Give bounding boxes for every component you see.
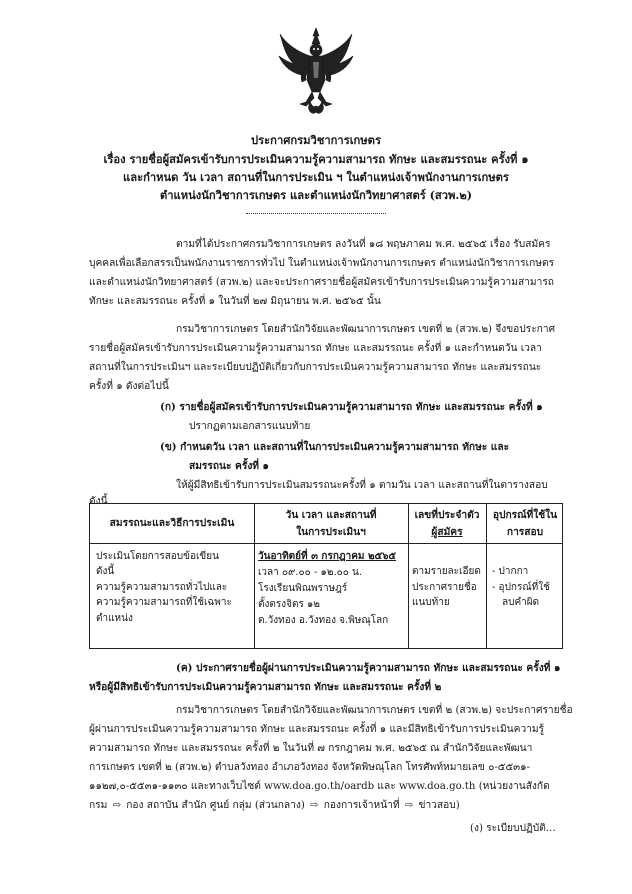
table-header-applicant-id-1: เลขที่ประจำตัว (414, 509, 480, 521)
table-header-applicant-id-2: ผู้สมัคร (431, 526, 463, 538)
item-a-detail: ปรากฏตามเอกสารแนบท้าย (189, 421, 311, 432)
para2-line-4: ครั้งที่ ๑ ดังต่อไปนี้ (89, 381, 169, 392)
nav-step-personnel: กองการเจ้าหน้าที่ (323, 800, 400, 811)
right-arrow-icon: ⇨ (112, 800, 121, 811)
table-cell-exam-date: วันอาทิตย์ที่ ๓ กรกฎาคม ๒๕๖๕ (258, 551, 397, 562)
table-cell-method: ดังนี้ (96, 566, 115, 577)
table-cell-exam-time: เวลา ๐๙.๐๐ - ๑๒.๐๐ น. (258, 567, 363, 578)
nav-step-department: กรม (89, 800, 108, 811)
item-b-label-1: (ข) กำหนดวัน เวลา และสถานที่ในการประเมินความรู้ความสามารถ ทักษะ และ (160, 441, 510, 453)
table-cell-method: ตำแหน่ง (96, 613, 133, 624)
nav-step-exam-news: ข่าวสอบ) (418, 800, 460, 811)
table-cell-applicant-id: ตามรายละเอียด (412, 566, 481, 577)
subject-line-1: เรื่อง รายชื่อผู้สมัครเข้ารับการประเมินความรู้ความสามารถ ทักษะ และสมรรถนะ ครั้งที่ ๑ (103, 152, 529, 166)
item-b-detail-1: ให้ผู้มีสิทธิเข้ารับการประเมินสมรรถนะครั้งที่ ๑ ตามวัน เวลา และสถานที่ในตารางสอบ (176, 480, 548, 491)
para2-line-2: รายชื่อผู้สมัครเข้ารับการประเมินความรู้ความสามารถ ทักษะ และสมรรถนะ ครั้งที่ ๑ และกำหนดวัน เวลา (89, 343, 542, 354)
table-cell-method: ประเมินโดยการสอบข้อเขียน (96, 551, 219, 562)
para1-line-2: บุคคลเพื่อเลือกสรรเป็นพนักงานราชการทั่วไป ในตำแหน่งเจ้าพนักงานการเกษตร ตำแหน่งนักวิชาการเกษตร (89, 258, 555, 269)
exam-schedule-table (89, 503, 563, 649)
subject-line-2: และกำหนด วัน เวลา สถานที่ในการประเมิน ฯ ในตำแหน่งเจ้าพนักงานการเกษตร (123, 170, 509, 184)
para2-line-1: กรมวิชาการเกษตร โดยสำนักวิจัยและพัฒนาการเกษตร เขตที่ ๒ (สวพ.๒) จึงขอประกาศ (176, 324, 556, 335)
right-arrow-icon: ⇨ (310, 800, 319, 811)
table-cell-method: ความรู้ความสามารถที่ใช้เฉพาะ (96, 597, 232, 608)
agency-title: ประกาศกรมวิชาการเกษตร (251, 133, 381, 147)
item-b-label-2: สมรรถนะ ครั้งที่ ๑ (189, 460, 270, 472)
item-c-label-2: หรือผู้มีสิทธิเข้ารับการประเมินความรู้ความสามารถ ทักษะ และสมรรถนะ ครั้งที่ ๒ (89, 681, 442, 693)
table-cell-applicant-id: ประกาศรายชื่อ (412, 582, 477, 593)
table-header-divider (90, 543, 562, 544)
para2-line-3: สถานที่ในการประเมินฯ และระเบียบปฏิบัติเกี่ยวกับการประเมินความรู้ความสามารถ ทักษะ และสมรรถนะ (89, 362, 542, 373)
table-header-equipment-1: อุปกรณ์ที่ใช้ใน (492, 509, 558, 521)
table-header-competency: สมรรถนะและวิธีการประเมิน (109, 517, 235, 529)
item-c-label-1: (ค) ประกาศรายชื่อผู้ผ่านการประเมินความรู้ความสามารถ ทักษะ และสมรรถนะ ครั้งที่ ๑ (176, 662, 561, 674)
item-c-line-2: ผู้ผ่านการประเมินความรู้ความสามารถ ทักษะ และสมรรถนะ ครั้งที่ ๑ และมีสิทธิเข้ารับการประเมินความรู้ (89, 724, 545, 735)
item-c-line-4: การเกษตร เขตที่ ๒ (สวพ.๒) ตำบลวังทอง อำเภอวังทอง จังหวัดพิษณุโลก โทรศัพท์หมายเลข ๐-๕๕๓๑- (89, 762, 531, 773)
item-b-detail-2: ดังนี้ (89, 496, 108, 507)
table-cell-applicant-id: แนบท้าย (412, 597, 450, 608)
para1-line-3: และตำแหน่งนักวิทยาศาสตร์ (สวพ.๒) และจะประกาศรายชื่อผู้สมัครเข้ารับการประเมินความรู้ความสามารถ (89, 277, 554, 288)
table-cell-exam-venue: โรงเรียนพิณพราษฎร์ (258, 583, 348, 594)
item-c-line-1: กรมวิชาการเกษตร โดยสำนักวิจัยและพัฒนาการเกษตร เขตที่ ๒ (สวพ.๒) จะประกาศรายชื่อ (176, 705, 573, 716)
header-divider (246, 213, 386, 214)
table-cell-exam-venue: ต.วังทอง อ.วังทอง จ.พิษณุโลก (258, 615, 389, 626)
para1-line-4: ทักษะ และสมรรถนะ ครั้งที่ ๑ ในวันที่ ๒๗ มิถุนายน พ.ศ. ๒๕๖๕ นั้น (89, 296, 381, 307)
table-cell-equipment: ลบคำผิด (502, 597, 540, 608)
para1-line-1: ตามที่ได้ประกาศกรมวิชาการเกษตร ลงวันที่ ๑๘ พฤษภาคม พ.ศ. ๒๕๖๕ เรื่อง รับสมัคร (176, 239, 551, 250)
continuation-note: (ง) ระเบียบปฏิบัติ... (470, 823, 556, 834)
table-cell-equipment: - ปากกา (492, 566, 529, 577)
table-header-datetime-1: วัน เวลา และสถานที่ (285, 509, 377, 521)
table-cell-exam-venue: ตั้งตรงจิตร ๑๒ (258, 599, 320, 610)
garuda-emblem-icon (276, 26, 356, 118)
website-navigation-path (89, 798, 460, 813)
table-cell-equipment: - อุปกรณ์ที่ใช้ (492, 582, 550, 593)
item-c-line-3: ความสามารถ ทักษะ และสมรรถนะ ครั้งที่ ๒ ในวันที่ ๗ กรกฎาคม พ.ศ. ๒๕๖๕ ณ สำนักวิจัยและพัฒนา (89, 743, 533, 754)
table-cell-method: ความรู้ความสามารถทั่วไปและ (96, 582, 228, 593)
table-header-datetime-2: ในการประเมินฯ (296, 526, 366, 538)
item-a-label: (ก) รายชื่อผู้สมัครเข้ารับการประเมินความรู้ความสามารถ ทักษะ และสมรรถนะ ครั้งที่ ๑ (160, 401, 543, 413)
table-header-equipment-2: การสอบ (506, 526, 544, 538)
item-c-line-5: ๑๑๒๗,๐-๕๕๓๑-๑๑๓๐ และทางเว็บไซต์ www.doa.go.th/oardb และ www.doa.go.th (หน่วยงานสังกัด (89, 781, 550, 792)
subject-line-3: ตำแหน่งนักวิชาการเกษตร และตำแหน่งนักวิทยาศาสตร์ (สวพ.๒) (160, 188, 472, 202)
right-arrow-icon: ⇨ (404, 800, 414, 811)
nav-step-division: กอง สถาบัน สำนัก ศูนย์ กลุ่ม (ส่วนกลาง) (126, 800, 305, 811)
